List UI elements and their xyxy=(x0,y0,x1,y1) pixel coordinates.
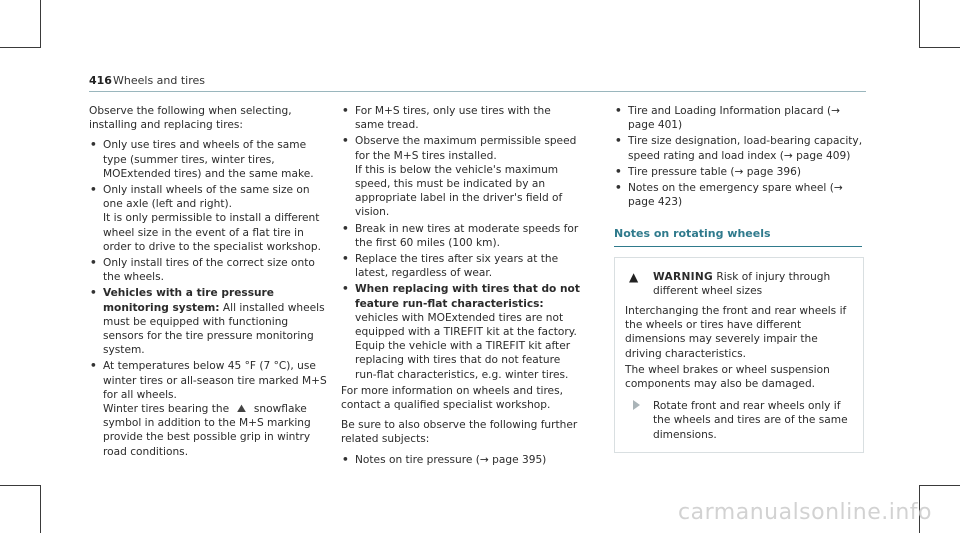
crop-mark xyxy=(0,47,41,48)
warning-triangle-icon: ▲ xyxy=(629,269,639,284)
crop-mark xyxy=(919,47,960,48)
list-item-note: Winter tires bearing the ⛰ snowflake symbol in addition to the M+S marking provide the best possible grip in wintry road conditions. xyxy=(103,402,311,458)
list-item: • When replacing with tires that do not feature run-flat characteristics: vehicles with MOExtended tires are not equipped with a TIREFIT kit at the factory. Equip the vehicle with a TIREFIT kit after replacing with tires that do not feature run-flat characteristics, e.g. winter tires. xyxy=(341,282,581,381)
related-list-continued xyxy=(614,104,866,209)
warning-text: Interchanging the front and rear wheels if the wheels or tires have different dimensions may severely impair the driving characteristics. xyxy=(625,305,847,360)
crop-mark xyxy=(919,0,920,48)
list-item: • Only use tires and wheels of the same type (summer tires, winter tires, MOExtended tires) and the same make. xyxy=(89,138,329,181)
related-link[interactable]: • Tire pressure table (→ page 396) xyxy=(614,165,866,179)
list-item: • Break in new tires at moderate speeds for the first 60 miles (100 km). xyxy=(341,222,581,250)
column-1 xyxy=(89,104,329,461)
related-link[interactable]: • Notes on the emergency spare wheel (→ page 423) xyxy=(614,181,866,209)
crop-mark xyxy=(40,0,41,48)
related-link[interactable]: • Notes on tire pressure (→ page 395) xyxy=(341,453,581,467)
list-item: • Only install wheels of the same size on one axle (left and right). It is only permissible to install a different wheel size in the event of a flat tire in order to drive to the specialist workshop. xyxy=(89,183,329,254)
column-2 xyxy=(341,104,581,469)
warning-text: The wheel brakes or wheel suspension components may also be damaged. xyxy=(625,363,830,391)
crop-mark xyxy=(919,485,960,486)
related-link[interactable]: • Tire and Loading Information placard (→ page 401) xyxy=(614,104,866,132)
tire-rules-list xyxy=(89,138,329,458)
related-link[interactable]: • Tire size designation, load-bearing capacity, speed rating and load index (→ page 409) xyxy=(614,134,866,162)
list-item: • At temperatures below 45 °F (7 °C), use winter tires or all-season tire marked M+S for all wheels. Winter tires bearing the ⛰ snowflake symbol in addition to the M+S marking provide the best possible grip in wintry road conditions. xyxy=(89,359,329,458)
header-divider xyxy=(89,91,866,92)
watermark: carmanualsonline.info xyxy=(678,500,932,525)
warning-header xyxy=(625,270,853,298)
action-step: Rotate front and rear wheels only if the wheels and tires are of the same dimensions. xyxy=(625,399,853,442)
tire-rules-list-continued xyxy=(341,104,581,382)
section-title: Notes on rotating wheels xyxy=(614,227,771,241)
intro-text: Observe the following when selecting, installing and replacing tires: xyxy=(89,105,292,132)
page-number: 416 xyxy=(89,74,112,87)
list-item: • Replace the tires after six years at the latest, regardless of wear. xyxy=(341,252,581,280)
snowflake-mountain-icon: ⛰ xyxy=(236,402,247,416)
warning-box xyxy=(614,257,864,453)
warning-label: WARNING xyxy=(653,270,714,283)
page-title: Wheels and tires xyxy=(113,74,206,87)
list-item: • Only install tires of the correct size onto the wheels. xyxy=(89,256,329,284)
column-3 xyxy=(614,104,866,453)
related-list xyxy=(341,453,581,467)
list-item: • Observe the maximum permissible speed for the M+S tires installed. If this is below the vehicle's maximum speed, this must be indicated by an appropriate label in the driver's field of vision. xyxy=(341,134,581,219)
list-item-note: It is only permissible to install a different wheel size in the event of a flat tire in order to drive to the specialist workshop. xyxy=(103,212,321,253)
section-divider xyxy=(614,246,862,247)
more-info-text: For more information on wheels and tires, contact a qualified specialist workshop. xyxy=(341,384,563,412)
action-arrow-icon xyxy=(633,400,640,410)
list-item: • Vehicles with a tire pressure monitoring system: All installed wheels must be equipped with functioning sensors for the tire pressure monitoring system. xyxy=(89,286,329,357)
warning-heading: Risk of injury through different wheel sizes xyxy=(653,270,831,297)
crop-mark xyxy=(0,485,41,486)
crop-mark xyxy=(40,485,41,533)
list-item: • For M+S tires, only use tires with the same tread. xyxy=(341,104,581,132)
list-item-note: If this is below the vehicle's maximum speed, this must be indicated by an appropriate label in the driver's field of vision. xyxy=(355,163,563,219)
related-intro: Be sure to also observe the following further related subjects: xyxy=(341,419,578,446)
